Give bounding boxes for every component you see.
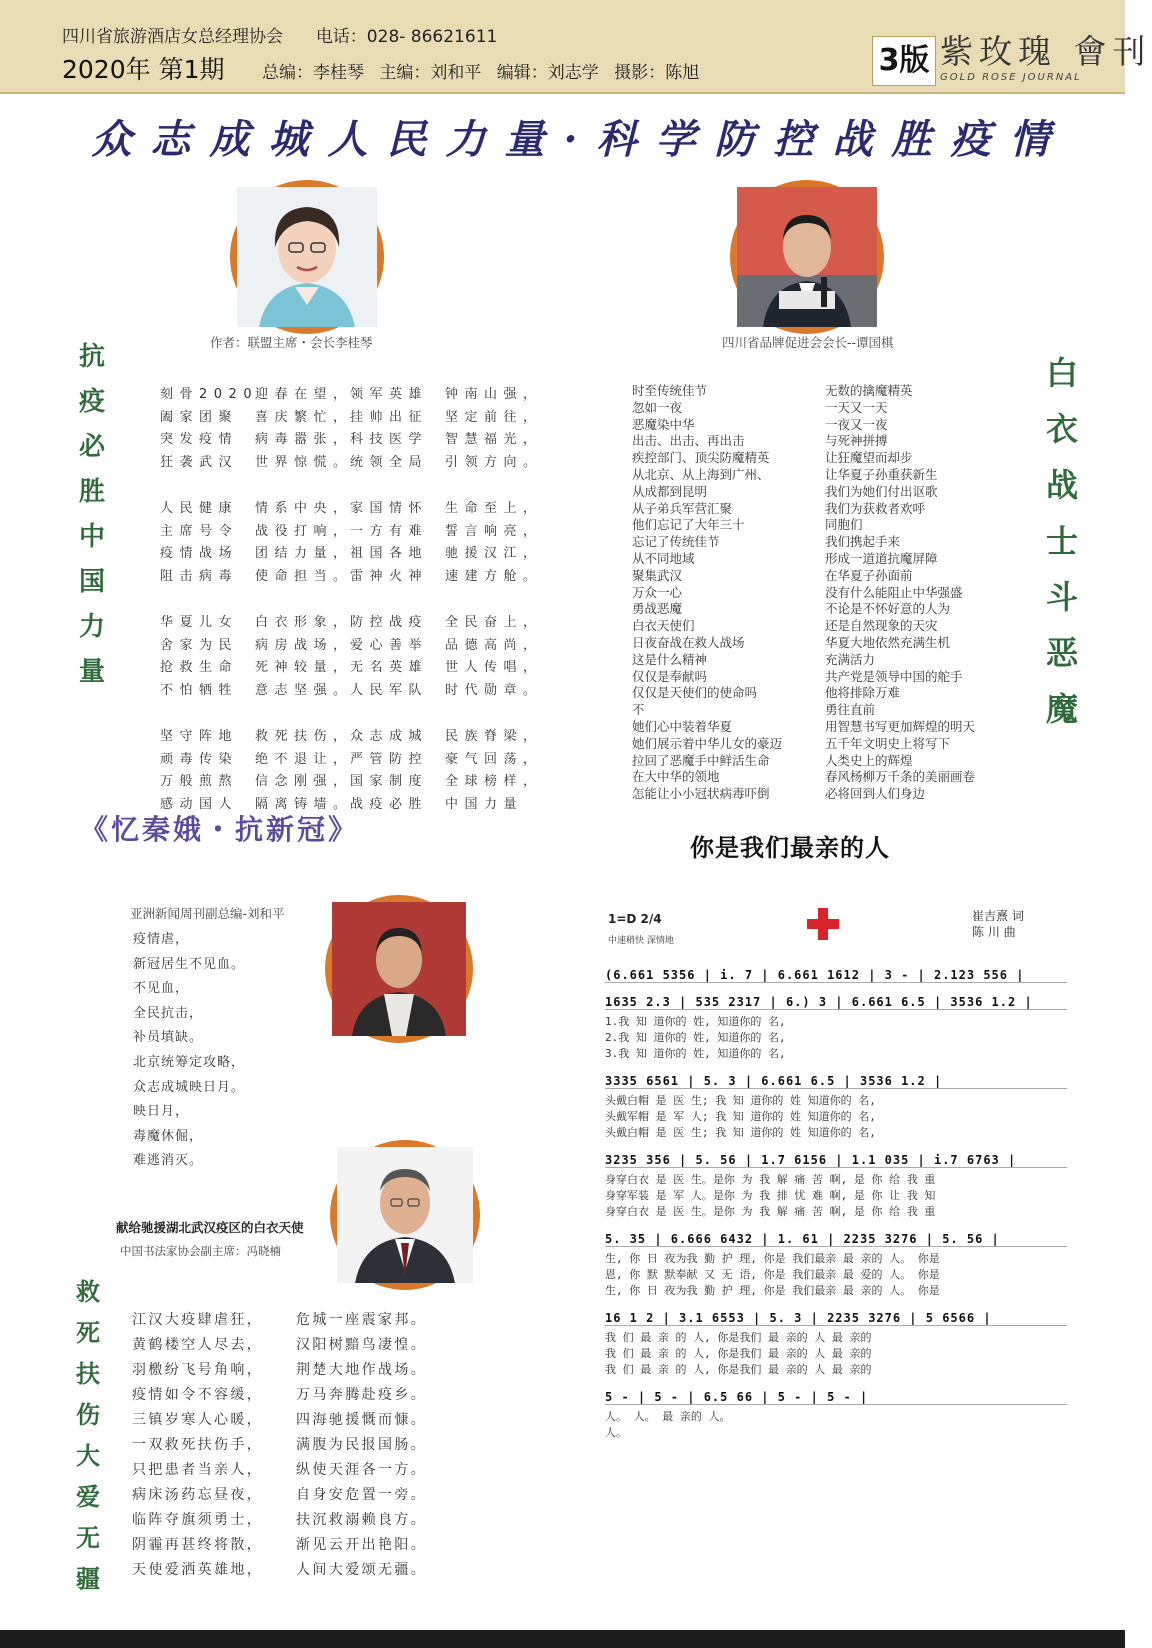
poem-verse: 天使爱洒英雄地， xyxy=(132,1562,264,1578)
poem-line: 忘记了传统佳节 xyxy=(632,534,720,550)
poem-phrase: 阻击病毒 xyxy=(160,568,239,584)
poem-line: 必将回到人们身边 xyxy=(825,786,926,802)
poem-line: 春风杨柳万千条的美丽画卷 xyxy=(825,769,976,785)
poem-line: 补员填缺。 xyxy=(133,1030,204,1046)
poem-phrase: 钟南山强， xyxy=(445,387,543,402)
poem-line: 疾控部门、顶尖防魔精英 xyxy=(632,450,770,466)
poem-verse: 一双救死扶伤手， xyxy=(132,1437,264,1453)
poem-line: 与死神拼搏 xyxy=(825,433,888,449)
poem-line: 不 xyxy=(632,702,645,718)
poem-verse: 只把患者当亲人， xyxy=(132,1462,264,1478)
score-notes: 1635 2.3 | 535 2317 | 6.) 3 | 6.661 6.5 | 3536 1.2 | xyxy=(605,995,1067,1010)
poem-verse: 人间大爱颂无疆。 xyxy=(296,1562,428,1578)
score-row xyxy=(605,968,1067,983)
poem-verse: 汉阳树黯鸟凄惶。 xyxy=(296,1337,428,1353)
poem-phrase: 爱心善举 xyxy=(350,637,429,653)
poem-verse: 疫情如令不容缓， xyxy=(132,1387,264,1403)
vertical-title-char: 无 xyxy=(76,1523,100,1552)
poem-line xyxy=(160,451,570,474)
poem-line: 从成都到昆明 xyxy=(632,483,708,499)
poem-baiyi-column-2 xyxy=(825,383,1025,803)
qin-poem-body xyxy=(133,928,333,1174)
poem-phrase: 挂帅出征 xyxy=(350,409,429,425)
poem-phrase: 中国力量 xyxy=(445,796,524,812)
poem-phrase: 狂袭武汉 xyxy=(160,454,239,470)
score-lyric-line: 我 们 最 亲 的 人, 你是我们 最 亲的 人 最 亲的 xyxy=(605,1363,872,1376)
poem-phrase: 誓言响亮， xyxy=(445,523,543,539)
poem-verse: 四海驰援慨而慷。 xyxy=(296,1412,428,1428)
poem-phrase: 万般煎熬 xyxy=(160,774,239,789)
poem-phrase: 豪气回荡， xyxy=(445,751,543,767)
poem-line: 华夏大地依然充满生机 xyxy=(825,634,951,650)
poem-couplet xyxy=(132,1433,462,1458)
vertical-title-char: 士 xyxy=(1045,522,1078,560)
score-notes: 5 - | 5 - | 6.5 66 | 5 - | 5 - | xyxy=(605,1390,1067,1405)
poem-line: 五千年文明史上将写下 xyxy=(825,735,951,751)
poem-line: 新冠居生不见血。 xyxy=(133,956,246,972)
poem-phrase: 迎春在望， xyxy=(255,387,353,402)
poem-phrase: 喜庆繁忙， xyxy=(255,409,353,425)
poem-line: 出击、出击、再出击 xyxy=(632,433,745,449)
poem-line: 她们展示着中华儿女的豪迈 xyxy=(632,735,783,751)
masthead-org xyxy=(62,22,497,47)
poem-line: 聚集武汉 xyxy=(632,567,683,583)
poem-line xyxy=(160,406,570,429)
poem-phrase: 坚定前往， xyxy=(445,409,543,425)
score-notes: 3235 356 | 5. 56 | 1.7 6156 | 1.1 035 | i.7 6763 | xyxy=(605,1153,1067,1168)
poem-line: 在华夏子孙面前 xyxy=(825,567,913,583)
poem-verse: 病床汤药忘昼夜， xyxy=(132,1487,264,1503)
vertical-title-char: 白 xyxy=(1045,354,1078,392)
score-lyric-line: 身穿白衣 是 医 生。是你 为 我 解 痛 苦 啊, 是 你 给 我 重 xyxy=(605,1205,936,1218)
score-lyric-line: 头戴军帽 是 军 人; 我 知 道你的 姓 知道你的 名, xyxy=(605,1110,876,1123)
poem-line: 全民抗击， xyxy=(133,1005,204,1021)
poem-line xyxy=(160,656,570,679)
poem-phrase: 死神较量， xyxy=(255,660,353,675)
poem-line: 勇往直前 xyxy=(825,702,876,718)
poem-phrase: 意志坚强。 xyxy=(255,682,353,698)
poem-phrase: 刻骨2020 xyxy=(160,387,259,402)
poem-stanza xyxy=(160,725,570,815)
song-composer: 陈 川 曲 xyxy=(972,925,1016,939)
poem-phrase: 团结力量， xyxy=(255,546,353,561)
poem-verse: 黄鹤楼空人尽去， xyxy=(132,1337,264,1353)
score-notes: 16 1 2 | 3.1 6553 | 5. 3 | 2235 3276 | 5 6566 | xyxy=(605,1311,1067,1326)
poem-line: 一夜又一夜 xyxy=(825,416,888,432)
poem-line xyxy=(160,520,570,543)
vertical-title-char: 魔 xyxy=(1045,690,1078,728)
poem-line: 不论是不怀好意的人为 xyxy=(825,601,951,617)
vertical-title-char: 力 xyxy=(78,612,105,642)
poem-line: 勇战恶魔 xyxy=(632,601,683,617)
vertical-title-char: 衣 xyxy=(1045,410,1078,448)
music-score xyxy=(605,968,1067,1453)
poem-line: 日夜奋战在救人战场 xyxy=(632,634,745,650)
song-tempo: 中速稍快 深情地 xyxy=(608,936,674,946)
score-lyric-line: 生, 你 日 夜为我 勤 护 理, 你是 我们最亲 最 亲的 人。 你是 xyxy=(605,1252,940,1265)
vertical-title-char: 救 xyxy=(76,1277,100,1306)
portrait-woman-image xyxy=(237,187,377,327)
cp-poem-body xyxy=(132,1308,462,1583)
poem-couplet xyxy=(132,1358,462,1383)
poem-verse: 阴霾再甚终将散， xyxy=(132,1537,264,1553)
poem-line xyxy=(160,725,570,748)
vertical-title-char: 胜 xyxy=(78,477,105,507)
poem-couplet xyxy=(132,1308,462,1333)
poem-verse: 羽檄纷飞号角响， xyxy=(132,1362,264,1378)
vertical-title-char: 疆 xyxy=(76,1564,100,1593)
score-lyric-line: 人。 xyxy=(605,1426,627,1439)
score-notes: (6.661 5356 | i. 7 | 6.661 1612 | 3 - | 2.123 556 | xyxy=(605,968,1067,983)
poem-line xyxy=(160,611,570,634)
poem-line: 映日月， xyxy=(133,1104,190,1120)
score-row xyxy=(605,1074,1067,1141)
poem-phrase: 驰援汉江， xyxy=(445,546,543,561)
poem-phrase: 人民健康 xyxy=(160,501,239,516)
poem-line: 难逃消灭。 xyxy=(133,1153,204,1169)
portrait-liu-heping xyxy=(325,895,473,1043)
poem-line: 这是什么精神 xyxy=(632,651,708,667)
portrait-elder-man-image xyxy=(337,1147,473,1283)
poem-phrase: 雷神火神 xyxy=(350,568,429,584)
score-row xyxy=(605,1390,1067,1441)
poem-verse: 危城一座震家邦。 xyxy=(296,1312,428,1328)
poem-phrase: 全球榜样， xyxy=(445,774,543,789)
journal-logo: 紫玫瑰 會刊 xyxy=(940,32,1152,71)
poem-verse: 自身安危置一旁。 xyxy=(296,1487,428,1503)
poem-phrase: 智慧福光， xyxy=(445,432,543,447)
poem-stanza xyxy=(160,497,570,587)
score-lyric-line: 身穿军装 是 军 人。是你 为 我 排 忧 难 啊, 是 你 让 我 知 xyxy=(605,1189,936,1202)
poem-couplet xyxy=(132,1383,462,1408)
vertical-title-char: 死 xyxy=(76,1318,100,1347)
poem-verse: 渐见云开出艳阳。 xyxy=(296,1537,428,1553)
poem-phrase: 病毒嚣张， xyxy=(255,432,353,447)
poem-verse: 临阵夺旗须勇士， xyxy=(132,1512,264,1528)
poem-line xyxy=(160,428,570,451)
score-lyric-line: 我 们 最 亲 的 人, 你是我们 最 亲的 人 最 亲的 xyxy=(605,1331,872,1344)
poem-phrase: 抢救生命 xyxy=(160,660,239,675)
poem-line: 从子弟兵军营汇聚 xyxy=(632,500,733,516)
score-row xyxy=(605,1153,1067,1220)
poem-couplet xyxy=(132,1333,462,1358)
poem-line: 她们心中装着华夏 xyxy=(632,718,733,734)
vertical-title-char: 大 xyxy=(76,1441,100,1470)
poem-phrase: 隔离铸墙。 xyxy=(255,796,353,812)
poem-couplet xyxy=(132,1458,462,1483)
poem-couplet xyxy=(132,1533,462,1558)
poem-verse: 三镇岁寒人心暖， xyxy=(132,1412,264,1428)
poem-line: 形成一道道抗魔屏障 xyxy=(825,550,938,566)
author-caption-2: 四川省品牌促进会会长--谭国棋 xyxy=(722,335,894,350)
poem-phrase: 使命担当。 xyxy=(255,568,353,584)
poem-phrase: 华夏儿女 xyxy=(160,615,239,630)
poem-line: 人类史上的辉煌 xyxy=(825,752,913,768)
portrait-man-scarf-image xyxy=(332,902,466,1036)
poem-phrase: 顽毒传染 xyxy=(160,751,239,767)
poem-phrase: 坚守阵地 xyxy=(160,729,239,744)
poem-line: 忽如一夜 xyxy=(632,399,683,415)
poem-line: 北京统筹定攻略， xyxy=(133,1054,246,1070)
poem-line: 不见血， xyxy=(133,981,190,997)
poem-line: 同胞们 xyxy=(825,517,863,533)
poem-phrase: 世人传唱， xyxy=(445,660,543,675)
poem-phrase: 严管防控 xyxy=(350,751,429,767)
poem-line: 毒魔休倔， xyxy=(133,1128,204,1144)
vertical-title-char: 扶 xyxy=(76,1359,100,1388)
poem-line: 我们为获救者欢呼 xyxy=(825,500,926,516)
score-lyric-line: 恩, 你 默 默奉献 又 无 语, 你是 我们最亲 最 爱的 人。 你是 xyxy=(605,1268,940,1281)
poem-phrase: 世界惊慌。 xyxy=(255,454,353,470)
poem-line xyxy=(160,542,570,565)
poem-phrase: 阖家团聚 xyxy=(160,409,239,425)
org-name: 四川省旅游酒店女总经理协会 xyxy=(62,27,283,47)
vertical-title-char: 斗 xyxy=(1045,578,1078,616)
score-lyric-line: 人。 人。 最 亲的 人。 xyxy=(605,1410,731,1423)
vertical-title-right xyxy=(1040,348,1084,740)
portrait-man-speaker-image xyxy=(737,187,877,327)
poem-phrase: 引领方向。 xyxy=(445,454,543,470)
poem-phrase: 品德高尚， xyxy=(445,637,543,653)
qin-poem-title: 《忆秦娥・抗新冠》 xyxy=(80,813,360,846)
poem-line: 让狂魔望而却步 xyxy=(825,450,913,466)
portrait-li-guiqin xyxy=(230,180,384,334)
poem-phrase: 统领全局 xyxy=(350,454,429,470)
poem-phrase: 家国情怀 xyxy=(350,501,429,516)
vertical-title-char: 伤 xyxy=(76,1400,100,1429)
poem-line: 白衣天使们 xyxy=(632,618,695,634)
song-lyricist: 崔吉熹 词 xyxy=(972,909,1024,923)
score-lyric-line: 头戴白帽 是 医 生; 我 知 道你的 姓 知道你的 名, xyxy=(605,1126,876,1139)
poem-verse: 万马奔腾赴疫乡。 xyxy=(296,1387,428,1403)
poem-phrase: 时代勋章。 xyxy=(445,682,543,698)
score-lyric-line: 我 们 最 亲 的 人, 你是我们 最 亲的 人 最 亲的 xyxy=(605,1347,872,1360)
cp-poem-title: 献给驰援湖北武汉疫区的白衣天使 xyxy=(116,1220,304,1235)
poem-phrase: 科技医学 xyxy=(350,432,429,447)
poem-verse: 满腹为民报国肠。 xyxy=(296,1437,428,1453)
poem-baiyi-column-1 xyxy=(632,383,822,803)
vertical-title-char: 疫 xyxy=(78,387,105,417)
poem-stanza xyxy=(160,383,570,473)
poem-line: 一天又一天 xyxy=(825,399,888,415)
poem-phrase: 白衣形象， xyxy=(255,615,353,630)
poem-phrase: 全民奋上， xyxy=(445,615,543,630)
poem-phrase: 战疫必胜 xyxy=(350,796,429,812)
poem-line: 让华夏子孙重获新生 xyxy=(825,466,938,482)
poem-line: 从不同地域 xyxy=(632,550,695,566)
poem-line: 还是自然现象的天灾 xyxy=(825,618,938,634)
poem-phrase: 病房战场， xyxy=(255,637,353,653)
poem-line: 在大中华的领地 xyxy=(632,769,720,785)
poem-phrase: 无名英雄 xyxy=(350,660,429,675)
poem-phrase: 舍家为民 xyxy=(160,637,239,653)
score-lyric-line: 2.我 知 道你的 姓, 知道你的 名, xyxy=(605,1031,786,1044)
poem-line: 他们忘记了大年三十 xyxy=(632,517,745,533)
journal-logo-en: GOLD ROSE JOURNAL xyxy=(940,72,1082,83)
vertical-title-char: 战 xyxy=(1045,466,1078,504)
author-caption-3: 亚洲新闻周刊副总编-刘和平 xyxy=(130,906,285,921)
poem-phrase: 祖国各地 xyxy=(350,546,429,561)
red-cross-icon xyxy=(807,908,839,940)
poem-phrase: 民族脊梁， xyxy=(445,729,543,744)
vertical-title-char: 抗 xyxy=(78,342,105,372)
poem-phrase: 人民军队 xyxy=(350,682,429,698)
poem-verse: 江汉大疫肆虐狂， xyxy=(132,1312,264,1328)
vertical-title-char: 中 xyxy=(78,522,105,552)
vertical-title-left-bottom xyxy=(68,1272,108,1600)
poem-line xyxy=(160,634,570,657)
score-row xyxy=(605,1232,1067,1299)
vertical-title-char: 恶 xyxy=(1045,634,1078,672)
poem-line: 充满活力 xyxy=(825,651,876,667)
poem-phrase: 速建方舱。 xyxy=(445,568,543,584)
poem-phrase: 感动国人 xyxy=(160,796,239,812)
poem-kangyi-bisheng xyxy=(160,383,570,839)
page-headline: 众志成城人民力量·科学防控战胜疫情 xyxy=(91,116,1069,163)
poem-phrase: 绝不退让， xyxy=(255,751,353,767)
poem-line: 用智慧书写更加辉煌的明天 xyxy=(825,718,976,734)
score-lyric-line: 1.我 知 道你的 姓, 知道你的 名, xyxy=(605,1015,786,1028)
score-lyric-line: 身穿白衣 是 医 生。是你 为 我 解 痛 苦 啊, 是 你 给 我 重 xyxy=(605,1173,936,1186)
poem-line: 我们为她们付出讴歌 xyxy=(825,483,938,499)
poem-verse: 荆楚大地作战场。 xyxy=(296,1362,428,1378)
poem-phrase: 一方有难 xyxy=(350,523,429,539)
poem-verse: 纵使天涯各一方。 xyxy=(296,1462,428,1478)
poem-phrase: 众志成城 xyxy=(350,729,429,744)
poem-phrase: 防控战疫 xyxy=(350,615,429,630)
poem-line: 共产党是领导中国的舵手 xyxy=(825,668,963,684)
page-number: 3版 xyxy=(872,36,936,86)
poem-phrase: 情系中央， xyxy=(255,501,353,516)
song-key: 1=D 2/4 xyxy=(608,912,662,926)
poem-line xyxy=(160,497,570,520)
poem-couplet xyxy=(132,1483,462,1508)
poem-line xyxy=(160,383,570,406)
vertical-title-left-top xyxy=(72,336,112,696)
poem-line: 众志成城映日月。 xyxy=(133,1079,246,1095)
poem-line xyxy=(160,770,570,793)
poem-line xyxy=(160,565,570,588)
portrait-feng-xiaonan xyxy=(330,1140,480,1290)
poem-line: 怎能让小小冠状病毒吓倒 xyxy=(632,786,770,802)
poem-line: 没有什么能阻止中华强盛 xyxy=(825,584,963,600)
poem-line: 我们携起手来 xyxy=(825,534,901,550)
vertical-title-char: 量 xyxy=(78,657,105,687)
vertical-title-char: 爱 xyxy=(76,1482,100,1511)
vertical-title-char: 必 xyxy=(78,432,105,462)
poem-line: 他将排除万难 xyxy=(825,685,901,701)
issue-number: 2020年 第1期 xyxy=(62,55,225,84)
vertical-title-char: 国 xyxy=(78,567,105,597)
poem-phrase: 不怕牺牲 xyxy=(160,682,239,698)
poem-stanza xyxy=(160,611,570,701)
poem-line: 时至传统佳节 xyxy=(632,383,708,398)
cp-author: 中国书法家协会副主席：冯晓楠 xyxy=(120,1244,281,1258)
poem-line: 仅仅是天使们的使命吗 xyxy=(632,685,758,701)
poem-line xyxy=(160,679,570,702)
page-bottom-edge xyxy=(0,1630,1125,1648)
masthead-staff: 总编：李桂琴 主编：刘和平 编辑：刘志学 摄影：陈旭 xyxy=(262,63,700,83)
poem-line: 万众一心 xyxy=(632,584,683,600)
poem-phrase: 主席号令 xyxy=(160,523,239,539)
poem-line xyxy=(160,748,570,771)
author-caption-1: 作者：联盟主席・会长李桂琴 xyxy=(210,335,373,350)
poem-phrase: 信念刚强， xyxy=(255,774,353,789)
org-phone: 电话：028- 86621611 xyxy=(315,27,498,47)
score-lyric-line: 3.我 知 道你的 姓, 知道你的 名, xyxy=(605,1047,786,1060)
poem-line: 仅仅是奉献吗 xyxy=(632,668,708,684)
poem-couplet xyxy=(132,1558,462,1583)
poem-verse: 扶沉救溺赖良方。 xyxy=(296,1512,428,1528)
score-row xyxy=(605,995,1067,1062)
portrait-tan-guoqi xyxy=(730,180,884,334)
poem-couplet xyxy=(132,1408,462,1433)
score-notes: 3335 6561 | 5. 3 | 6.661 6.5 | 3536 1.2 | xyxy=(605,1074,1067,1089)
poem-line: 恶魔染中华 xyxy=(632,416,695,432)
poem-couplet xyxy=(132,1508,462,1533)
poem-line: 从北京、从上海到广州、 xyxy=(632,466,770,482)
score-lyric-line: 生, 你 日 夜为我 勤 护 理, 你是 我们最亲 最 亲的 人。 你是 xyxy=(605,1284,940,1297)
poem-line: 拉回了恶魔手中鲜活生命 xyxy=(632,752,770,768)
poem-phrase: 战役打响， xyxy=(255,523,353,539)
poem-line: 疫情虐， xyxy=(133,932,190,947)
song-title: 你是我们最亲的人 xyxy=(690,834,890,862)
poem-phrase: 救死扶伤， xyxy=(255,729,353,744)
poem-phrase: 疫情战场 xyxy=(160,546,239,561)
poem-line: 无数的擒魔精英 xyxy=(825,383,913,398)
poem-phrase: 突发疫情 xyxy=(160,432,239,447)
score-lyric-line: 头戴白帽 是 医 生; 我 知 道你的 姓 知道你的 名, xyxy=(605,1094,876,1107)
score-notes: 5. 35 | 6.666 6432 | 1. 61 | 2235 3276 | 5. 56 | xyxy=(605,1232,1067,1247)
score-row xyxy=(605,1311,1067,1378)
poem-phrase: 生命至上， xyxy=(445,501,543,516)
poem-phrase: 领军英雄 xyxy=(350,387,429,402)
poem-phrase: 国家制度 xyxy=(350,774,429,789)
